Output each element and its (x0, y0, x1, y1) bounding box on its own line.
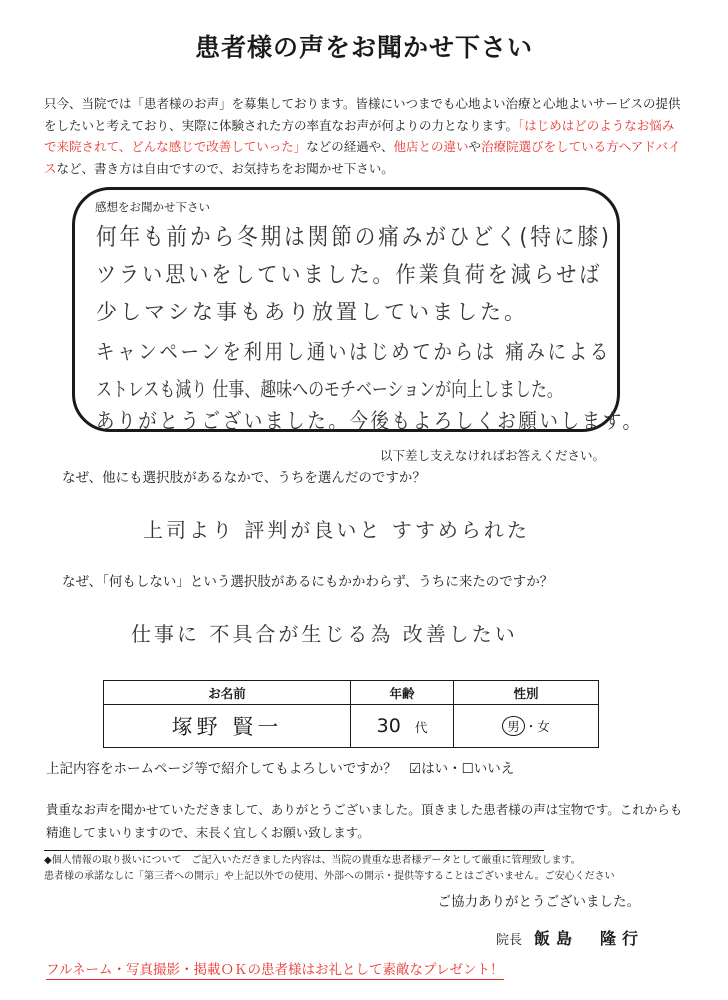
name-cell (104, 705, 351, 748)
age-header: 年齢 (351, 681, 454, 705)
privacy-notice (44, 853, 615, 885)
handwritten-line-5: ストレスも減り 仕事、趣味へのモチベーションが向上しました。 (96, 378, 563, 402)
intro-highlight-2: 他店との違い (393, 139, 469, 154)
intro-text-4: など、書き方は自由ですので、お気持ちをお聞かせ下さい。 (56, 160, 394, 176)
question-1: なぜ、他にも選択肢があるなかで、うちを選んだのですか？ (62, 470, 426, 486)
answer-2: 仕事に 不具合が生じる為 改善したい (131, 622, 518, 646)
consent-yes-checkbox[interactable]: ☑ (409, 761, 422, 777)
intro-text-1: 只今、当院では「患者様のお声」を募集しております。皆様にいつまでも心地よい治療と心地よいサービスの提供をしたいと考えており、実際に体験された方の率直なお声が何よりの力となります。 (44, 96, 681, 133)
gender-female: 女 (537, 719, 550, 734)
intro-highlight-1: 「はじめはどのようなお悩みで来院されて、どんな感じで改善していった」 (44, 117, 675, 154)
divider (44, 850, 544, 851)
optional-note: 以下差し支えなければお答えください。 (380, 448, 606, 463)
signature (496, 926, 644, 949)
age-value: 30 (376, 715, 401, 737)
answer-1: 上司より 評判が良いと すすめられた (143, 518, 530, 542)
patient-info-table (103, 680, 599, 748)
signature-role: 院長 (496, 933, 523, 948)
consent-row (46, 757, 514, 777)
handwritten-line-1: 何年も前から冬期は関節の痛みがひどく(特に膝) (96, 223, 612, 250)
thanks-paragraph: 貴重なお声を聞かせていただきまして、ありがとうございました。頂きました患者様の声は宝物です。これからも精進してまいりますので、末長く宜しくお願い致します。 (46, 802, 683, 840)
gender-separator: ・ (524, 719, 538, 734)
gender-male-circled: 男 (502, 716, 525, 736)
intro-highlight-3: 治療院選びをしている方へアドバイス (44, 139, 681, 176)
consent-question: 上記内容をホームページ等で紹介してもよろしいですか？ (46, 761, 397, 777)
present-banner: フルネーム・写真撮影・掲載ＯＫの患者様はお礼として素敵なプレゼント！ (46, 958, 504, 980)
closing-message: ご協力ありがとうございました。 (437, 894, 640, 910)
consent-separator: ・ (448, 761, 462, 777)
gender-cell (454, 705, 599, 748)
age-cell (351, 705, 454, 748)
handwritten-line-4: キャンペーンを利用し通いはじめてからは 痛みによる (96, 340, 612, 364)
consent-no-checkbox[interactable]: ☐ (461, 761, 474, 777)
intro-text-3: や (468, 139, 482, 154)
privacy-line-2: 患者様の承諾なしに「第三者への開示」や上記以外での使用、外部への開示・提供等することはございません。ご安心ください (44, 871, 615, 882)
name-header: お名前 (104, 681, 351, 705)
name-value: 塚野 賢一 (171, 715, 283, 739)
intro-text-2: などの経過や、 (306, 139, 394, 154)
page-title: 患者様の声をお聞かせ下さい (194, 33, 533, 62)
gender-header: 性別 (454, 681, 599, 705)
consent-no-label: いいえ (473, 761, 515, 777)
intro-paragraph (44, 93, 686, 179)
question-2: なぜ、「何もしない」という選択肢があるにもかかわらず、うちに来たのですか？ (62, 574, 554, 590)
privacy-line-1: ◆個人情報の取り扱いについて ご記入いただきました内容は、当院の貴重な患者様データとして厳重に管理致します。 (44, 855, 581, 866)
handwritten-line-3: 少しマシな事もあり放置していました。 (96, 300, 528, 324)
impressions-label: 感想をお聞かせ下さい (95, 200, 210, 214)
consent-yes-label: はい (421, 761, 449, 777)
signature-name: 飯島 隆行 (534, 929, 645, 948)
handwritten-line-2: ツラい思いをしていました。作業負荷を減らせば (96, 262, 603, 288)
age-unit: 代 (414, 720, 428, 735)
handwritten-line-6: ありがとうございました。今後もよろしくお願いします。 (96, 409, 644, 433)
